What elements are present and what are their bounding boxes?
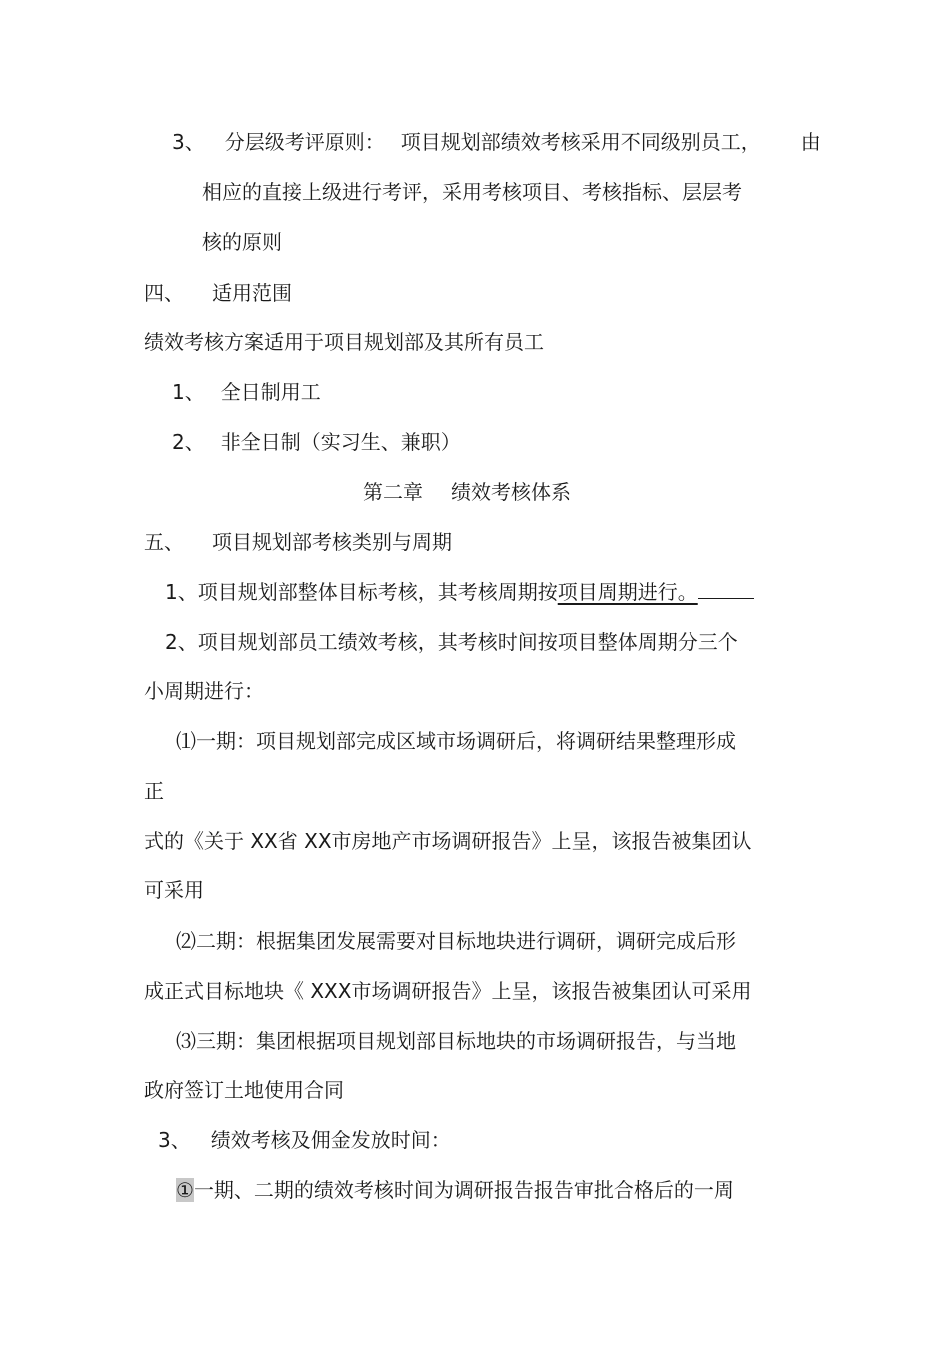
paragraph-line: ⑵二期：根据集团发展需要对目标地块进行调研，调研完成后形 (176, 929, 736, 953)
section-number: 五、 (144, 530, 184, 554)
paragraph-line: 2、项目规划部员工绩效考核，其考核时间按项目整体周期分三个 (165, 630, 738, 654)
chapter-title: 绩效考核体系 (451, 480, 571, 504)
paragraph-line: 正 (144, 779, 164, 803)
paragraph-line: ⑶三期：集团根据项目规划部目标地块的市场调研报告，与当地 (176, 1029, 736, 1053)
item-number: 3、 (172, 130, 205, 154)
section-heading-4 (144, 279, 292, 307)
list-item-3 (158, 1126, 451, 1154)
chapter-heading (363, 478, 571, 506)
principle-text: 项目规划部绩效考核采用不同级别员工， (400, 130, 761, 154)
item-number: 1、 (172, 380, 205, 404)
paragraph-line: 成正式目标地块《 XXX市场调研报告》上呈，该报告被集团认可采用 (144, 979, 752, 1003)
underlined-text: 项目周期进行。 (557, 580, 698, 604)
item-text: 非全日制（实习生、兼职） (220, 430, 461, 454)
paragraph-line (176, 1176, 734, 1204)
paragraph-line: 可采用 (144, 878, 204, 902)
paragraph-text: 一期、二期的绩效考核时间为调研报告报告审批合格后的一周 (193, 1178, 734, 1202)
principle-title: 分层级考评原则： (224, 130, 385, 154)
list-item-2 (172, 428, 461, 456)
paragraph-line: 政府签订土地使用合同 (144, 1078, 344, 1102)
highlighted-marker: ① (176, 1178, 194, 1202)
section-title: 适用范围 (212, 281, 292, 305)
paragraph-text: 1、项目规划部整体目标考核，其考核周期按 (165, 580, 558, 604)
paragraph-line: 绩效考核方案适用于项目规划部及其所有员工 (144, 330, 544, 354)
principle-3-line (172, 128, 821, 156)
section-heading-5 (144, 528, 452, 556)
principle-text-end: 由 (800, 130, 821, 154)
section-title: 项目规划部考核类别与周期 (212, 530, 452, 554)
paragraph-line: 核的原则 (202, 230, 282, 254)
chapter-number: 第二章 (363, 480, 423, 504)
item-number: 2、 (172, 430, 205, 454)
list-item-1 (172, 378, 321, 406)
paragraph-line: 式的《关于 XX省 XX市房地产市场调研报告》上呈，该报告被集团认 (144, 829, 752, 853)
paragraph-line (165, 578, 754, 606)
underline-blank (698, 578, 754, 599)
item-number: 3、 (158, 1128, 191, 1152)
paragraph-line: ⑴一期：项目规划部完成区域市场调研后，将调研结果整理形成 (176, 729, 736, 753)
item-text: 全日制用工 (220, 380, 321, 404)
section-number: 四、 (144, 281, 184, 305)
item-text: 绩效考核及佣金发放时间： (210, 1128, 451, 1152)
paragraph-line: 小周期进行： (144, 679, 264, 703)
paragraph-line: 相应的直接上级进行考评，采用考核项目、考核指标、层层考 (202, 180, 742, 204)
